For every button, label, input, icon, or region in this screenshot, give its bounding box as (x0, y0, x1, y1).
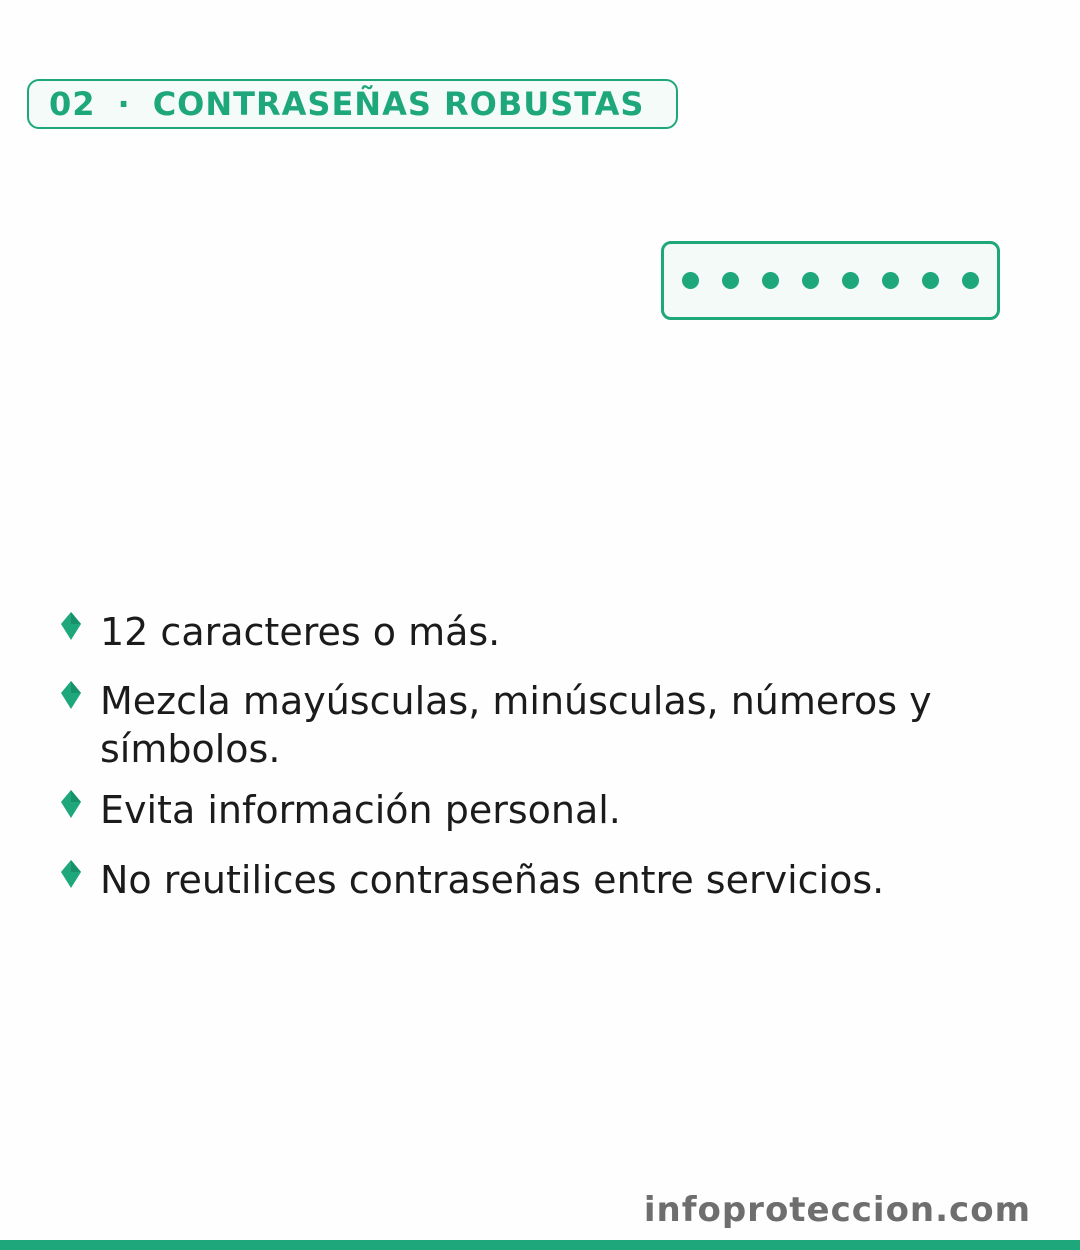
masked-character-dot (922, 272, 939, 289)
footer-site-url: infoproteccion.com (643, 1190, 1031, 1230)
tip-text: No reutilices contraseñas entre servicios. (100, 858, 885, 902)
diamond-bullet-icon (60, 680, 82, 710)
tip-item (58, 608, 1018, 656)
section-separator: · (117, 85, 131, 123)
masked-character-dot (722, 272, 739, 289)
tip-item (58, 856, 1018, 904)
bottom-accent-bar (0, 1240, 1080, 1250)
masked-character-dot (962, 272, 979, 289)
masked-character-dot (682, 272, 699, 289)
diamond-bullet-icon (60, 789, 82, 819)
diamond-bullet-icon (60, 611, 82, 641)
masked-character-dot (802, 272, 819, 289)
section-tag (27, 79, 678, 129)
tip-text: Mezcla mayúsculas, minúsculas, números y símbolos. (100, 679, 932, 771)
masked-character-dot (762, 272, 779, 289)
masked-password-illustration (661, 241, 1000, 320)
masked-character-dot (882, 272, 899, 289)
tip-text: 12 caracteres o más. (100, 610, 501, 654)
tip-text: Evita información personal. (100, 788, 621, 832)
masked-character-dot (842, 272, 859, 289)
tips-list (58, 608, 1018, 904)
diamond-bullet-icon (60, 859, 82, 889)
section-title: CONTRASEÑAS ROBUSTAS (152, 85, 645, 123)
tip-item (58, 677, 1018, 773)
tip-item (58, 786, 1018, 834)
section-number: 02 (49, 85, 96, 123)
